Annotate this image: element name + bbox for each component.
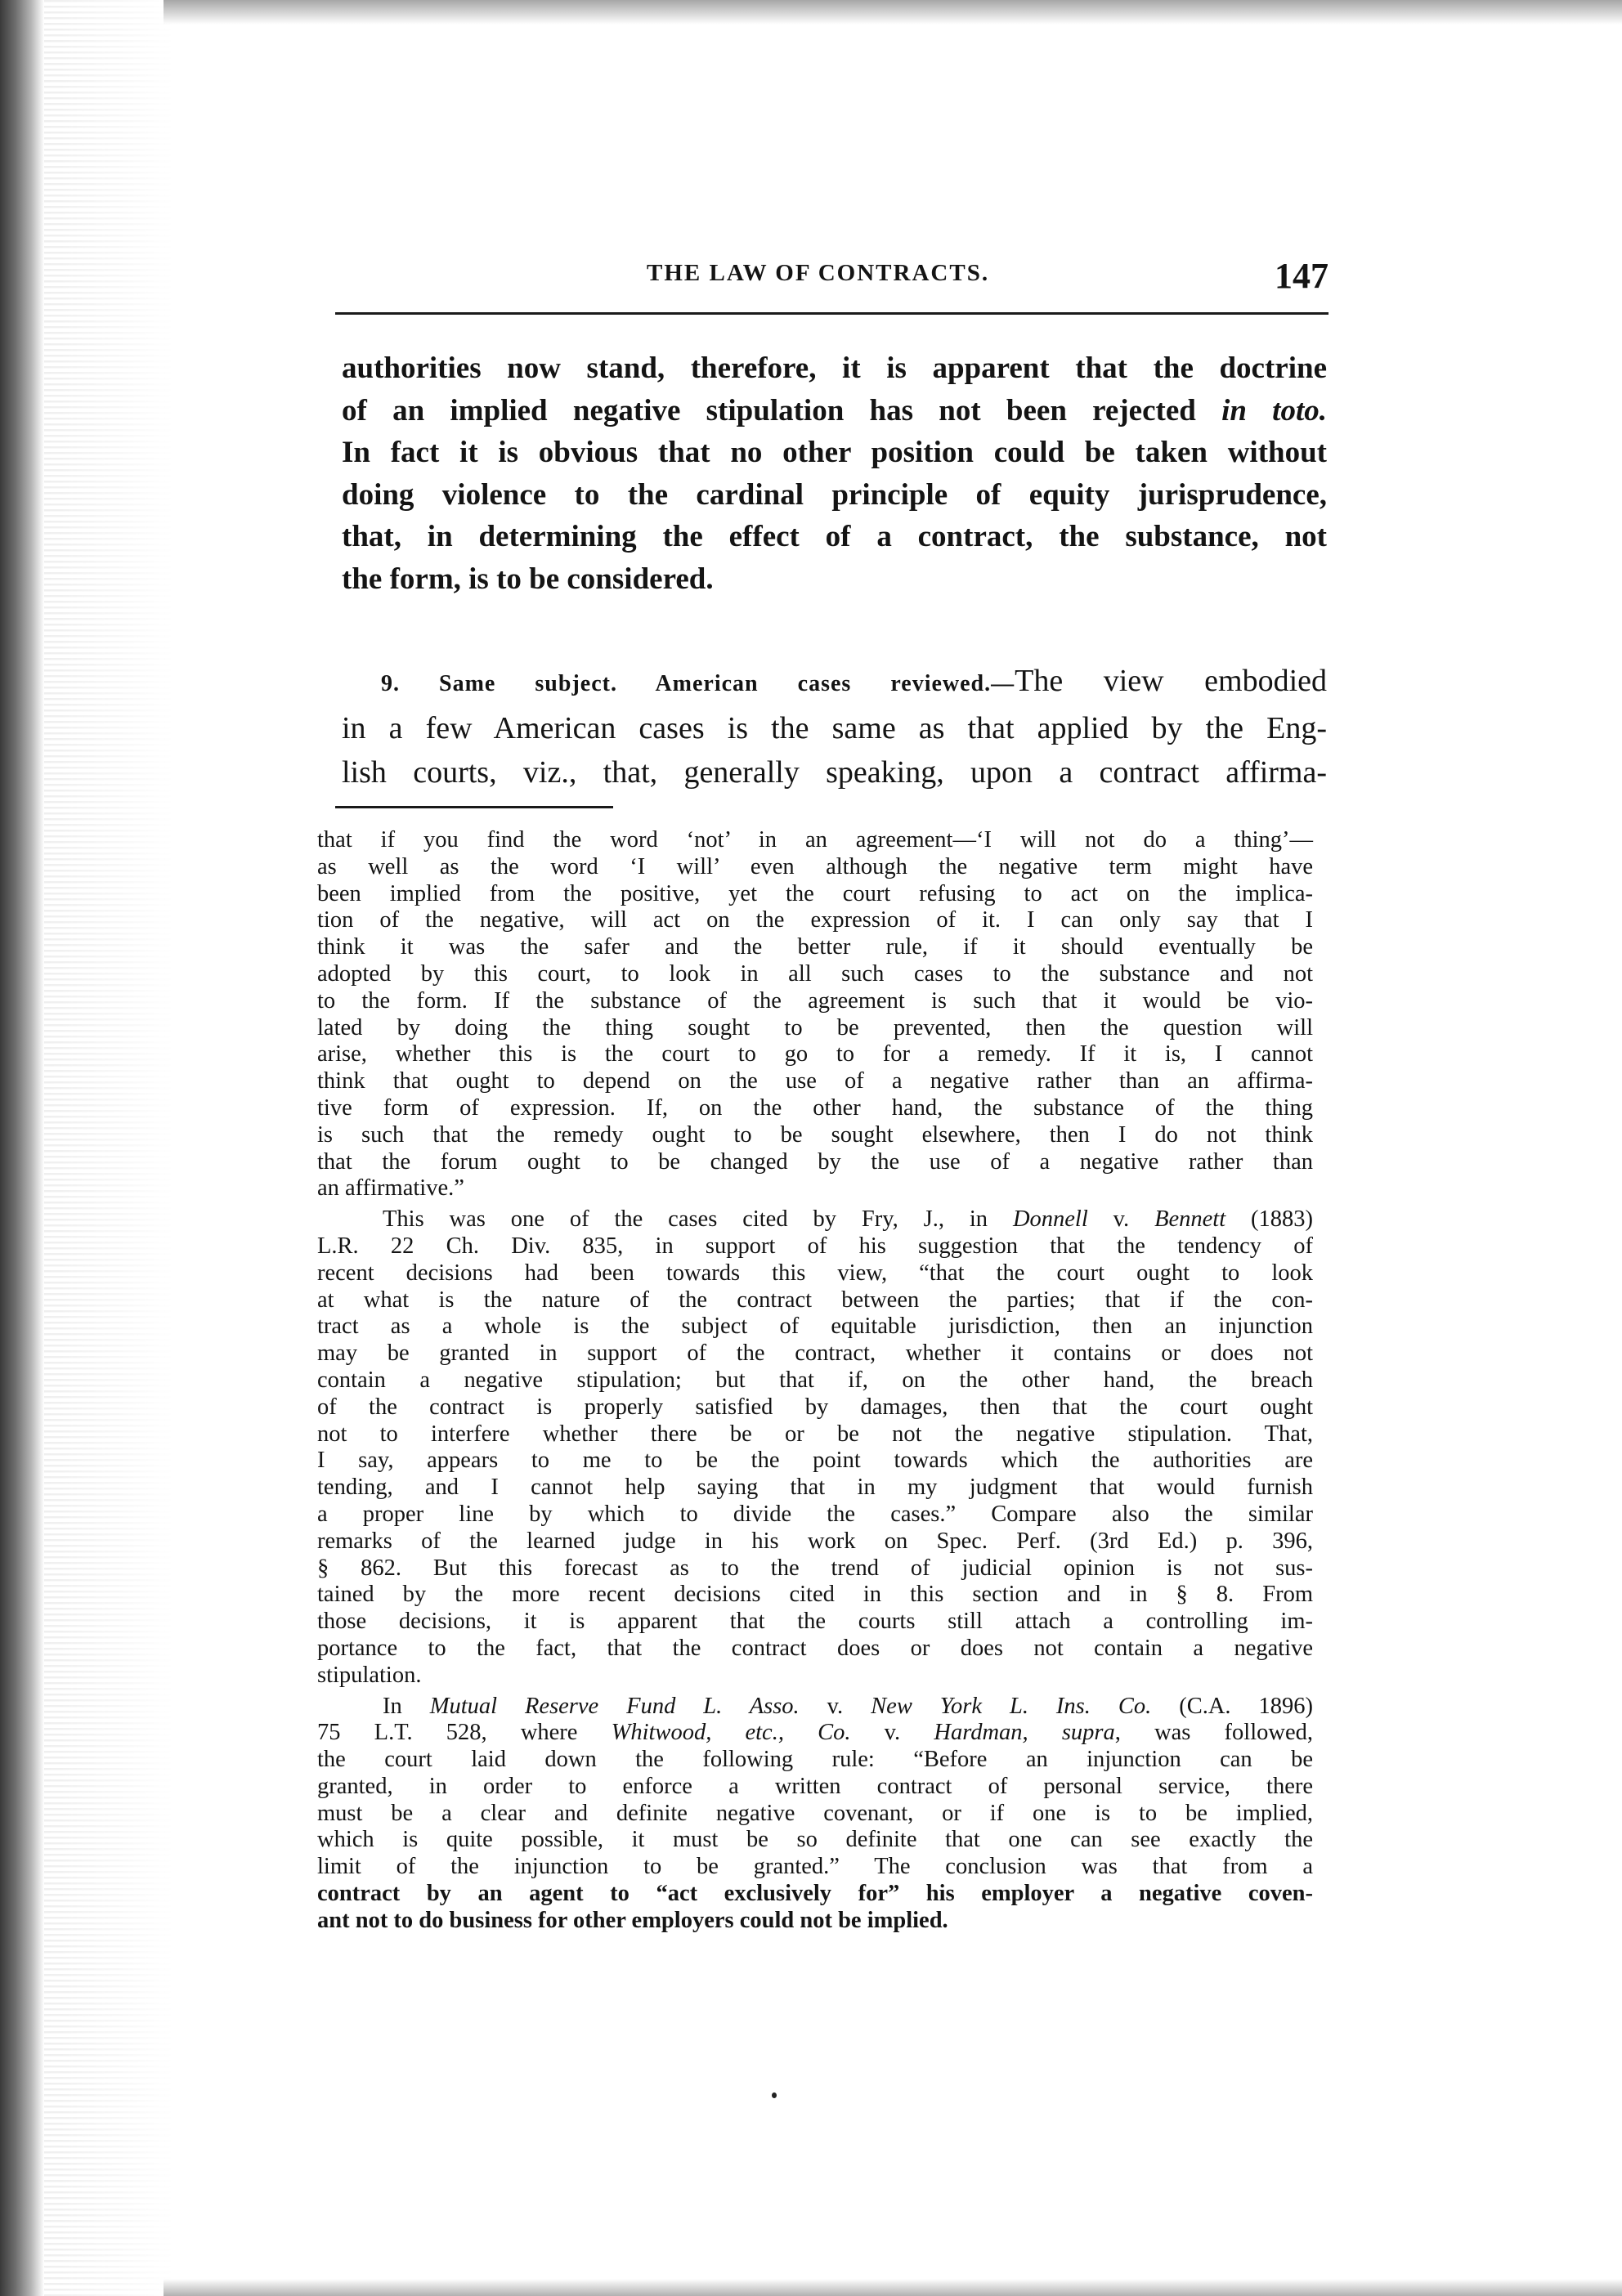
ink-speck	[772, 2092, 777, 2098]
footnote-line: contract by an agent to “act exclusively for” his employer a negative coven-	[317, 1881, 1313, 1907]
body-line: the form, is to be considered.	[342, 562, 714, 596]
footnote-line: an affirmative.”	[317, 1175, 464, 1202]
footnote-line: to the form. If the substance of the agreement is such that it would be vio-	[317, 987, 1313, 1014]
footnote-line: tending, and I cannot help saying that in my judgment that would furnish	[317, 1475, 1313, 1501]
section-line: in a few American cases is the same as that applied by the Eng-	[342, 711, 1327, 745]
footnote-line: contain a negative stipulation; but that if, on the other hand, the breach	[317, 1367, 1313, 1393]
case-name: Mutual Reserve Fund L. Asso.	[429, 1693, 800, 1719]
footnote-line: I say, appears to me to be the point towards which the authorities are	[317, 1448, 1313, 1474]
page-number: 147	[1275, 256, 1329, 296]
footnote-line: arise, whether this is the court to go to for a remedy. If it is, I cannot	[317, 1041, 1313, 1067]
running-title: THE LAW OF CONTRACTS.	[647, 260, 990, 286]
section-heading: 9. Same subject. American cases reviewed.—	[381, 671, 1015, 696]
footnote-line: remarks of the learned judge in his work on Spec. Perf. (3rd Ed.) p. 396,	[317, 1528, 1313, 1554]
footnote-line: L.R. 22 Ch. Div. 835, in support of his suggestion that the tendency of	[317, 1233, 1313, 1259]
footnote-line: as well as the word ‘I will’ even although the negative term might have	[317, 853, 1313, 879]
footnote-line: granted, in order to enforce a written contract of personal service, there	[317, 1773, 1313, 1799]
footnote-line: that if you find the word ‘not’ in an agreement—‘I will not do a thing’—	[317, 827, 1313, 853]
footnote-line	[317, 1720, 1313, 1747]
footnote-line: of the contract is properly satisfied by damages, then that the court ought	[317, 1394, 1313, 1420]
footnote-line: think that ought to depend on the use of a negative rather than an affirma-	[317, 1068, 1313, 1094]
footnote-line	[317, 1206, 1313, 1233]
footnote-text: This was one of the cases cited by Fry, J., in	[383, 1206, 988, 1233]
footnote-line: ant not to do business for other employers could not be implied.	[317, 1907, 948, 1933]
footnote-line: adopted by this court, to look in all such cases to the substance and not	[317, 960, 1313, 987]
footnote-line: tion of the negative, will act on the expression of it. I can only say that I	[317, 907, 1313, 933]
footnote-line: is such that the remedy ought to be sought elsewhere, then I do not think	[317, 1121, 1313, 1148]
footnote-line: think it was the safer and the better rule, if it should eventually be	[317, 934, 1313, 960]
body-line: In fact it is obvious that no other position could be taken without	[342, 436, 1327, 469]
footnote-text: In	[383, 1693, 402, 1719]
body-line-text: of an implied negative stipulation has not been rejected	[342, 393, 1196, 427]
footnotes	[317, 827, 1313, 1939]
footnote-paragraph-1	[317, 827, 1313, 1202]
body-line	[342, 390, 1327, 432]
section-line: lish courts, viz., that, generally speaking, upon a contract affirma-	[342, 755, 1327, 790]
footnote-line: the court laid down the following rule: “Before an injunction can be	[317, 1747, 1313, 1773]
case-versus: v.	[850, 1720, 934, 1746]
footnote-text: 75 L.T. 528, where	[317, 1720, 578, 1746]
case-name: Donnell	[1012, 1206, 1088, 1233]
footnote-text: (C.A. 1896)	[1151, 1693, 1313, 1719]
footnote-line: § 862. But this forecast as to the trend of judicial opinion is not sus-	[317, 1555, 1313, 1581]
footnote-line: stipulation.	[317, 1662, 422, 1688]
footnote-paragraph-3	[317, 1694, 1313, 1935]
case-name: Bennett	[1154, 1206, 1226, 1233]
footnote-line: tract as a whole is the subject of equitable jurisdiction, then an injunction	[317, 1314, 1313, 1340]
footnote-line: lated by doing the thing sought to be prevented, then the question will	[317, 1014, 1313, 1041]
body-line: doing violence to the cardinal principle of equity jurisprudence,	[342, 477, 1327, 512]
header-rule	[335, 312, 1329, 315]
footnote-text: , was followed,	[1114, 1720, 1313, 1746]
footnote-line: been implied from the positive, yet the court refusing to act on the implica-	[317, 880, 1313, 906]
footnote-line: recent decisions had been towards this view, “that the court ought to look	[317, 1260, 1313, 1286]
footnote-line: may be granted in support of the contract, whether it contains or does not	[317, 1340, 1313, 1367]
footnote-line: tained by the more recent decisions cited in this section and in § 8. From	[317, 1582, 1313, 1608]
footnote-line: a proper line by which to divide the cases.” Compare also the similar	[317, 1501, 1313, 1527]
case-versus: v.	[799, 1693, 871, 1719]
italic-phrase: in toto.	[1221, 393, 1327, 427]
footnote-line: that the forum ought to be changed by the use of a negative rather than	[317, 1148, 1313, 1175]
footnote-line: which is quite possible, it must be so definite that one can see exactly the	[317, 1827, 1313, 1853]
section-line-text: The view embodied	[1015, 664, 1327, 698]
case-name: Hardman, supra	[934, 1720, 1115, 1746]
footnote-line: at what is the nature of the contract between the parties; that if the con-	[317, 1287, 1313, 1313]
footnote-line: portance to the fact, that the contract does or does not contain a negative	[317, 1635, 1313, 1661]
footnote-rule	[335, 806, 613, 808]
section-line	[342, 659, 1327, 706]
case-name: New York L. Ins. Co.	[871, 1693, 1152, 1719]
footnote-paragraph-2	[317, 1206, 1313, 1689]
case-versus: v.	[1087, 1206, 1155, 1233]
body-line: that, in determining the effect of a contract, the substance, not	[342, 520, 1327, 553]
footnote-line: those decisions, it is apparent that the courts still attach a controlling im-	[317, 1609, 1313, 1635]
footnote-line: limit of the injunction to be granted.” The conclusion was that from a	[317, 1854, 1313, 1880]
running-head	[335, 255, 1329, 304]
body-line: authorities now stand, therefore, it is apparent that the doctrine	[342, 351, 1327, 385]
case-name: Whitwood, etc., Co.	[611, 1720, 851, 1746]
footnote-line: tive form of expression. If, on the other hand, the substance of the thing	[317, 1094, 1313, 1121]
body-paragraph	[342, 347, 1327, 600]
footnote-line	[317, 1694, 1313, 1721]
footnote-text: (1883)	[1225, 1206, 1314, 1233]
footnote-line: not to interfere whether there be or be not the negative stipulation. That,	[317, 1421, 1313, 1447]
section-9	[342, 659, 1327, 794]
footnote-line: must be a clear and definite negative covenant, or if one is to be implied,	[317, 1800, 1313, 1826]
